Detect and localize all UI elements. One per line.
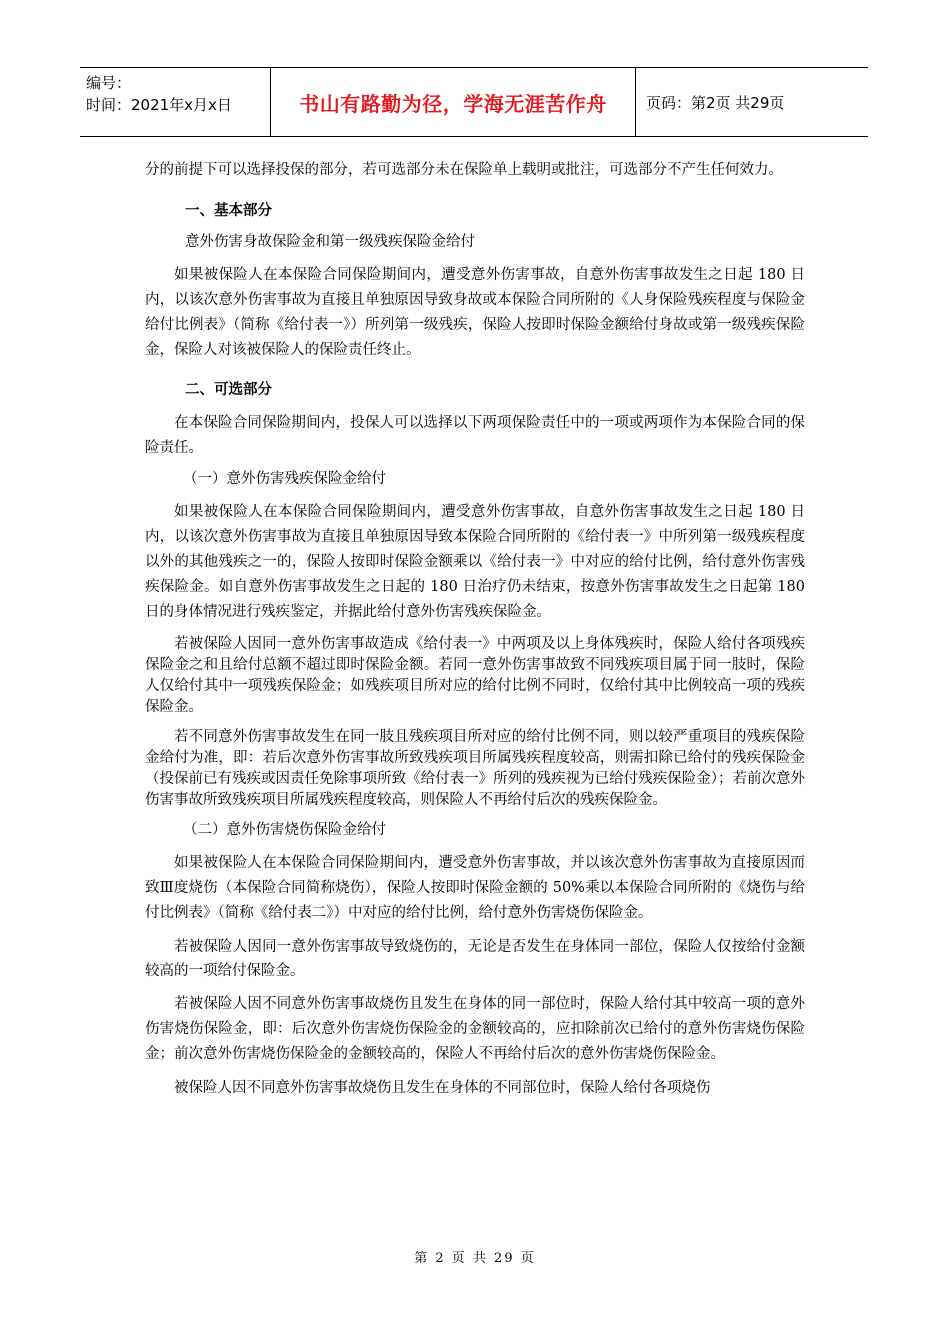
paragraph: 若被保险人因不同意外伤害事故烧伤且发生在身体的同一部位时，保险人给付其中较高一项的意外伤害烧伤保险金，即：后次意外伤害烧伤保险金的金额较高的，应扣除前次已给付的意外伤害烧伤保险金；前次意外伤害烧伤保险金的金额较高的，保险人不再给付后次的意外伤害烧伤保险金。 — [145, 996, 805, 1062]
section-heading-basic: 一、基本部分 — [185, 202, 272, 219]
paragraph: 若不同意外伤害事故发生在同一肢且残疾项目所对应的给付比例不同，则以较严重项目的残疾保险金给付为准，即：若后次意外伤害事故所致残疾项目所属残疾程度较高，则需扣除已给付的残疾保险金（投保前已有残疾或因责任免除事项所致《给付表一》所列的残疾视为已给付残疾保险金）；若前次意外伤害事故所致残疾项目所属残疾程度较高，则保险人不再给付后次的残疾保险金。 — [145, 729, 805, 808]
header-motto: 书山有路勤为径，学海无涯苦作舟 — [270, 68, 636, 136]
paragraph: 如果被保险人在本保险合同保险期间内，遭受意外伤害事故，自意外伤害事故发生之日起 180 日内，以该次意外伤害事故为直接且单独原因导致本保险合同所附的《给付表一》中所列第一级残疾程度以外的其他残疾之一的，保险人按即时保险金额乘以《给付表一》中对应的给付比例，给付意外伤害残疾保险金。如自意外伤害事故发生之日起的 180 日治疗仍未结束，按意外伤害事故发生之日起第 180 日的身体情况进行残疾鉴定，并据此给付意外伤害残疾保险金。 — [145, 504, 805, 620]
page-header — [80, 67, 868, 137]
paragraph: 在本保险合同保险期间内，投保人可以选择以下两项保险责任中的一项或两项作为本保险合同的保险责任。 — [145, 415, 805, 456]
paragraph-continued: 分的前提下可以选择投保的部分，若可选部分未在保险单上载明或批注，可选部分不产生任何效力。 — [145, 162, 783, 178]
section-heading-optional: 二、可选部分 — [185, 381, 272, 398]
subsection-title: 意外伤害身故保险金和第一级残疾保险金给付 — [185, 234, 475, 250]
paragraph: 如果被保险人在本保险合同保险期间内，遭受意外伤害事故，并以该次意外伤害事故为直接原因而致Ⅲ度烧伤（本保险合同简称烧伤），保险人按即时保险金额的 50%乘以本保险合同所附的《烧伤与给付比例表》（简称《给付表二》）中对应的给付比例，给付意外伤害烧伤保险金。 — [145, 855, 805, 921]
document-number-label: 编号： — [86, 74, 132, 92]
paragraph: 如果被保险人在本保险合同保险期间内，遭受意外伤害事故，自意外伤害事故发生之日起 180 日内，以该次意外伤害事故为直接且单独原因导致身故或本保险合同所附的《人身保险残疾程度与保险金给付比例表》（简称《给付表一》）所列第一级残疾，保险人按即时保险金额给付身故或第一级残疾保险金，保险人对该被保险人的保险责任终止。 — [145, 267, 805, 358]
subsection-title: （二）意外伤害烧伤保险金给付 — [183, 822, 386, 838]
paragraph: 被保险人因不同意外伤害事故烧伤且发生在身体的不同部位时，保险人给付各项烧伤 — [174, 1080, 711, 1096]
header-meta — [80, 68, 270, 136]
paragraph: 若被保险人因同一意外伤害事故造成《给付表一》中两项及以上身体残疾时，保险人给付各项残疾保险金之和且给付总额不超过即时保险金额。若同一意外伤害事故致不同残疾项目属于同一肢时，保险人仅给付其中一项残疾保险金；如残疾项目所对应的给付比例不同时，仅给付其中比例较高一项的残疾保险金。 — [145, 636, 805, 715]
header-page-info: 页码：第2页 共29页 — [646, 93, 785, 112]
paragraph: 若被保险人因同一意外伤害事故导致烧伤的，无论是否发生在身体同一部位，保险人仅按给付金额较高的一项给付保险金。 — [145, 939, 805, 979]
document-body — [145, 158, 805, 1101]
document-date: 时间：2021年x月x日 — [86, 96, 232, 114]
subsection-title: （一）意外伤害残疾保险金给付 — [183, 471, 386, 487]
page-footer: 第 2 页 共 29 页 — [414, 1251, 536, 1266]
